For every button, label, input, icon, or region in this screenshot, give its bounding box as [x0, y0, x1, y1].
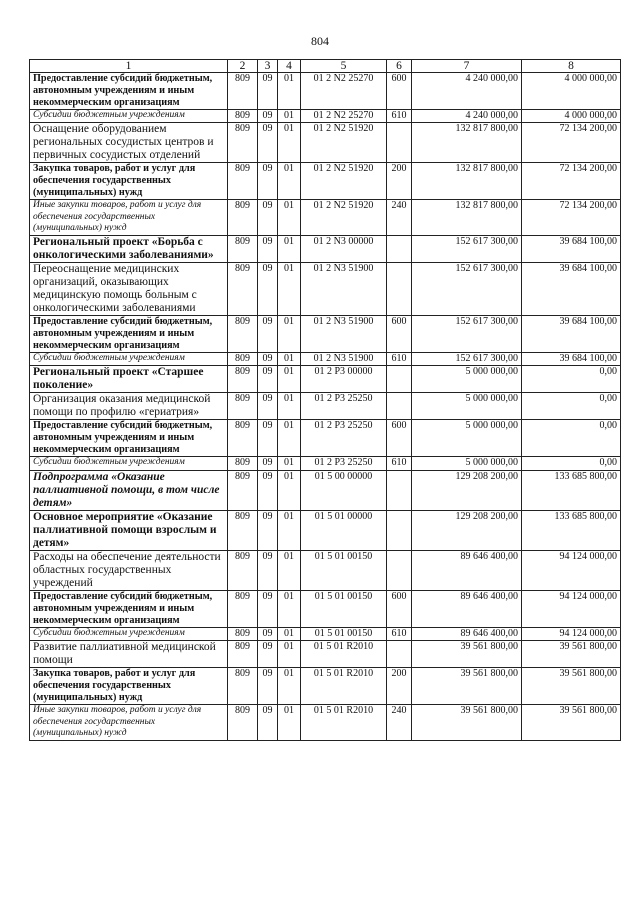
amount-year1-cell: 89 646 400,00 — [412, 627, 522, 640]
item-name-cell: Переоснащение медицинских организаций, оказывающих медицинскую помощь больным с онкологическими заболеваниями — [30, 262, 228, 315]
target-article-cell: 01 5 01 00150 — [301, 590, 387, 627]
ministry-code-cell: 809 — [228, 123, 258, 163]
ministry-code-cell: 809 — [228, 668, 258, 705]
table-row — [30, 73, 621, 110]
table-row — [30, 315, 621, 352]
ministry-code-cell: 809 — [228, 470, 258, 510]
amount-year2-cell: 39 684 100,00 — [522, 352, 621, 365]
target-article-cell: 01 5 00 00000 — [301, 470, 387, 510]
section-code-cell: 09 — [258, 235, 278, 262]
subsection-code-cell: 01 — [278, 590, 301, 627]
expense-type-cell: 600 — [387, 420, 412, 457]
table-row — [30, 705, 621, 741]
item-name-cell: Закупка товаров, работ и услуг для обеспечения государственных (муниципальных) нужд — [30, 668, 228, 705]
amount-year1-cell: 152 617 300,00 — [412, 262, 522, 315]
table-row — [30, 393, 621, 420]
table-row — [30, 352, 621, 365]
header-cell: 4 — [278, 60, 301, 73]
subsection-code-cell: 01 — [278, 315, 301, 352]
table-row — [30, 510, 621, 550]
amount-year2-cell: 94 124 000,00 — [522, 627, 621, 640]
amount-year2-cell: 0,00 — [522, 393, 621, 420]
budget-table — [29, 59, 621, 741]
table-row — [30, 627, 621, 640]
amount-year1-cell: 89 646 400,00 — [412, 590, 522, 627]
item-name-cell: Подпрограмма «Оказание паллиативной помощи, в том числе детям» — [30, 470, 228, 510]
table-row — [30, 123, 621, 163]
section-code-cell: 09 — [258, 163, 278, 200]
ministry-code-cell: 809 — [228, 200, 258, 236]
target-article-cell: 01 5 01 R2010 — [301, 668, 387, 705]
section-code-cell: 09 — [258, 123, 278, 163]
expense-type-cell — [387, 123, 412, 163]
section-code-cell: 09 — [258, 668, 278, 705]
amount-year2-cell: 39 561 800,00 — [522, 705, 621, 741]
ministry-code-cell: 809 — [228, 627, 258, 640]
amount-year2-cell: 72 134 200,00 — [522, 123, 621, 163]
amount-year1-cell: 39 561 800,00 — [412, 668, 522, 705]
subsection-code-cell: 01 — [278, 420, 301, 457]
amount-year1-cell: 5 000 000,00 — [412, 393, 522, 420]
section-code-cell: 09 — [258, 110, 278, 123]
ministry-code-cell: 809 — [228, 235, 258, 262]
expense-type-cell: 240 — [387, 200, 412, 236]
subsection-code-cell: 01 — [278, 510, 301, 550]
ministry-code-cell: 809 — [228, 262, 258, 315]
expense-type-cell — [387, 235, 412, 262]
section-code-cell: 09 — [258, 366, 278, 393]
target-article-cell: 01 2 N2 25270 — [301, 110, 387, 123]
expense-type-cell: 600 — [387, 73, 412, 110]
section-code-cell: 09 — [258, 510, 278, 550]
expense-type-cell: 200 — [387, 163, 412, 200]
amount-year2-cell: 72 134 200,00 — [522, 200, 621, 236]
subsection-code-cell: 01 — [278, 393, 301, 420]
header-cell: 7 — [412, 60, 522, 73]
amount-year2-cell: 133 685 800,00 — [522, 510, 621, 550]
target-article-cell: 01 5 01 00150 — [301, 627, 387, 640]
ministry-code-cell: 809 — [228, 641, 258, 668]
subsection-code-cell: 01 — [278, 73, 301, 110]
expense-type-cell — [387, 393, 412, 420]
amount-year1-cell: 129 208 200,00 — [412, 510, 522, 550]
ministry-code-cell: 809 — [228, 73, 258, 110]
section-code-cell: 09 — [258, 73, 278, 110]
amount-year2-cell: 39 684 100,00 — [522, 315, 621, 352]
header-cell: 8 — [522, 60, 621, 73]
expense-type-cell: 600 — [387, 315, 412, 352]
amount-year2-cell: 39 684 100,00 — [522, 235, 621, 262]
amount-year2-cell: 0,00 — [522, 420, 621, 457]
expense-type-cell — [387, 641, 412, 668]
item-name-cell: Субсидии бюджетным учреждениям — [30, 352, 228, 365]
table-row — [30, 420, 621, 457]
amount-year2-cell: 133 685 800,00 — [522, 470, 621, 510]
section-code-cell: 09 — [258, 550, 278, 590]
target-article-cell: 01 2 N2 25270 — [301, 73, 387, 110]
item-name-cell: Субсидии бюджетным учреждениям — [30, 110, 228, 123]
expense-type-cell: 200 — [387, 668, 412, 705]
target-article-cell: 01 2 N2 51920 — [301, 163, 387, 200]
section-code-cell: 09 — [258, 705, 278, 741]
item-name-cell: Расходы на обеспечение деятельности областных государственных учреждений — [30, 550, 228, 590]
item-name-cell: Оснащение оборудованием региональных сосудистых центров и первичных сосудистых отделений — [30, 123, 228, 163]
header-cell: 6 — [387, 60, 412, 73]
target-article-cell: 01 5 01 00000 — [301, 510, 387, 550]
subsection-code-cell: 01 — [278, 200, 301, 236]
header-cell: 1 — [30, 60, 228, 73]
target-article-cell: 01 2 P3 25250 — [301, 457, 387, 470]
section-code-cell: 09 — [258, 262, 278, 315]
table-row — [30, 550, 621, 590]
amount-year1-cell: 5 000 000,00 — [412, 457, 522, 470]
expense-type-cell — [387, 366, 412, 393]
section-code-cell: 09 — [258, 420, 278, 457]
table-row — [30, 163, 621, 200]
amount-year2-cell: 94 124 000,00 — [522, 550, 621, 590]
ministry-code-cell: 809 — [228, 420, 258, 457]
table-row — [30, 235, 621, 262]
expense-type-cell: 610 — [387, 352, 412, 365]
header-cell: 2 — [228, 60, 258, 73]
amount-year2-cell: 39 561 800,00 — [522, 668, 621, 705]
table-row — [30, 110, 621, 123]
subsection-code-cell: 01 — [278, 457, 301, 470]
item-name-cell: Региональный проект «Старшее поколение» — [30, 366, 228, 393]
amount-year1-cell: 5 000 000,00 — [412, 420, 522, 457]
ministry-code-cell: 809 — [228, 163, 258, 200]
amount-year1-cell: 129 208 200,00 — [412, 470, 522, 510]
ministry-code-cell: 809 — [228, 590, 258, 627]
expense-type-cell — [387, 470, 412, 510]
target-article-cell: 01 2 N3 51900 — [301, 262, 387, 315]
amount-year2-cell: 0,00 — [522, 457, 621, 470]
amount-year2-cell: 4 000 000,00 — [522, 73, 621, 110]
header-row — [30, 60, 621, 73]
expense-type-cell — [387, 510, 412, 550]
subsection-code-cell: 01 — [278, 627, 301, 640]
amount-year2-cell: 39 684 100,00 — [522, 262, 621, 315]
section-code-cell: 09 — [258, 641, 278, 668]
expense-type-cell — [387, 550, 412, 590]
item-name-cell: Предоставление субсидий бюджетным, автономным учреждениям и иным некоммерческим организациям — [30, 590, 228, 627]
target-article-cell: 01 2 P3 25250 — [301, 420, 387, 457]
expense-type-cell — [387, 262, 412, 315]
section-code-cell: 09 — [258, 627, 278, 640]
subsection-code-cell: 01 — [278, 163, 301, 200]
target-article-cell: 01 2 N2 51920 — [301, 123, 387, 163]
table-row — [30, 470, 621, 510]
table-row — [30, 668, 621, 705]
target-article-cell: 01 2 P3 00000 — [301, 366, 387, 393]
header-cell: 5 — [301, 60, 387, 73]
amount-year1-cell: 4 240 000,00 — [412, 73, 522, 110]
amount-year1-cell: 4 240 000,00 — [412, 110, 522, 123]
item-name-cell: Основное мероприятие «Оказание паллиативной помощи взрослым и детям» — [30, 510, 228, 550]
expense-type-cell: 600 — [387, 590, 412, 627]
section-code-cell: 09 — [258, 457, 278, 470]
amount-year1-cell: 39 561 800,00 — [412, 641, 522, 668]
ministry-code-cell: 809 — [228, 110, 258, 123]
item-name-cell: Субсидии бюджетным учреждениям — [30, 627, 228, 640]
table-row — [30, 641, 621, 668]
expense-type-cell: 610 — [387, 110, 412, 123]
section-code-cell: 09 — [258, 590, 278, 627]
target-article-cell: 01 2 N2 51920 — [301, 200, 387, 236]
ministry-code-cell: 809 — [228, 315, 258, 352]
amount-year1-cell: 5 000 000,00 — [412, 366, 522, 393]
subsection-code-cell: 01 — [278, 123, 301, 163]
amount-year1-cell: 39 561 800,00 — [412, 705, 522, 741]
page-number: 804 — [311, 34, 329, 48]
item-name-cell: Субсидии бюджетным учреждениям — [30, 457, 228, 470]
amount-year1-cell: 132 817 800,00 — [412, 123, 522, 163]
ministry-code-cell: 809 — [228, 705, 258, 741]
subsection-code-cell: 01 — [278, 262, 301, 315]
amount-year2-cell: 0,00 — [522, 366, 621, 393]
table-row — [30, 366, 621, 393]
section-code-cell: 09 — [258, 393, 278, 420]
item-name-cell: Закупка товаров, работ и услуг для обеспечения государственных (муниципальных) нужд — [30, 163, 228, 200]
subsection-code-cell: 01 — [278, 470, 301, 510]
subsection-code-cell: 01 — [278, 550, 301, 590]
amount-year1-cell: 132 817 800,00 — [412, 163, 522, 200]
amount-year1-cell: 89 646 400,00 — [412, 550, 522, 590]
amount-year1-cell: 152 617 300,00 — [412, 315, 522, 352]
item-name-cell: Развитие паллиативной медицинской помощи — [30, 641, 228, 668]
ministry-code-cell: 809 — [228, 352, 258, 365]
target-article-cell: 01 5 01 R2010 — [301, 641, 387, 668]
ministry-code-cell: 809 — [228, 510, 258, 550]
table-body — [30, 73, 621, 741]
item-name-cell: Предоставление субсидий бюджетным, автономным учреждениям и иным некоммерческим организациям — [30, 73, 228, 110]
target-article-cell: 01 2 P3 25250 — [301, 393, 387, 420]
amount-year2-cell: 39 561 800,00 — [522, 641, 621, 668]
section-code-cell: 09 — [258, 315, 278, 352]
subsection-code-cell: 01 — [278, 110, 301, 123]
item-name-cell: Иные закупки товаров, работ и услуг для обеспечения государственных (муниципальных) нужд — [30, 200, 228, 236]
target-article-cell: 01 2 N3 00000 — [301, 235, 387, 262]
target-article-cell: 01 5 01 R2010 — [301, 705, 387, 741]
subsection-code-cell: 01 — [278, 668, 301, 705]
table-row — [30, 262, 621, 315]
header-cell: 3 — [258, 60, 278, 73]
table-row — [30, 590, 621, 627]
ministry-code-cell: 809 — [228, 393, 258, 420]
amount-year2-cell: 72 134 200,00 — [522, 163, 621, 200]
amount-year2-cell: 94 124 000,00 — [522, 590, 621, 627]
amount-year1-cell: 152 617 300,00 — [412, 235, 522, 262]
section-code-cell: 09 — [258, 470, 278, 510]
ministry-code-cell: 809 — [228, 366, 258, 393]
section-code-cell: 09 — [258, 200, 278, 236]
expense-type-cell: 610 — [387, 627, 412, 640]
expense-type-cell: 240 — [387, 705, 412, 741]
target-article-cell: 01 2 N3 51900 — [301, 315, 387, 352]
item-name-cell: Региональный проект «Борьба с онкологическими заболеваниями» — [30, 235, 228, 262]
table-row — [30, 457, 621, 470]
amount-year2-cell: 4 000 000,00 — [522, 110, 621, 123]
table-row — [30, 200, 621, 236]
item-name-cell: Предоставление субсидий бюджетным, автономным учреждениям и иным некоммерческим организациям — [30, 315, 228, 352]
item-name-cell: Иные закупки товаров, работ и услуг для обеспечения государственных (муниципальных) нужд — [30, 705, 228, 741]
ministry-code-cell: 809 — [228, 457, 258, 470]
subsection-code-cell: 01 — [278, 705, 301, 741]
item-name-cell: Организация оказания медицинской помощи по профилю «гериатрия» — [30, 393, 228, 420]
amount-year1-cell: 132 817 800,00 — [412, 200, 522, 236]
target-article-cell: 01 2 N3 51900 — [301, 352, 387, 365]
amount-year1-cell: 152 617 300,00 — [412, 352, 522, 365]
target-article-cell: 01 5 01 00150 — [301, 550, 387, 590]
item-name-cell: Предоставление субсидий бюджетным, автономным учреждениям и иным некоммерческим организациям — [30, 420, 228, 457]
expense-type-cell: 610 — [387, 457, 412, 470]
ministry-code-cell: 809 — [228, 550, 258, 590]
section-code-cell: 09 — [258, 352, 278, 365]
subsection-code-cell: 01 — [278, 235, 301, 262]
subsection-code-cell: 01 — [278, 641, 301, 668]
subsection-code-cell: 01 — [278, 352, 301, 365]
subsection-code-cell: 01 — [278, 366, 301, 393]
